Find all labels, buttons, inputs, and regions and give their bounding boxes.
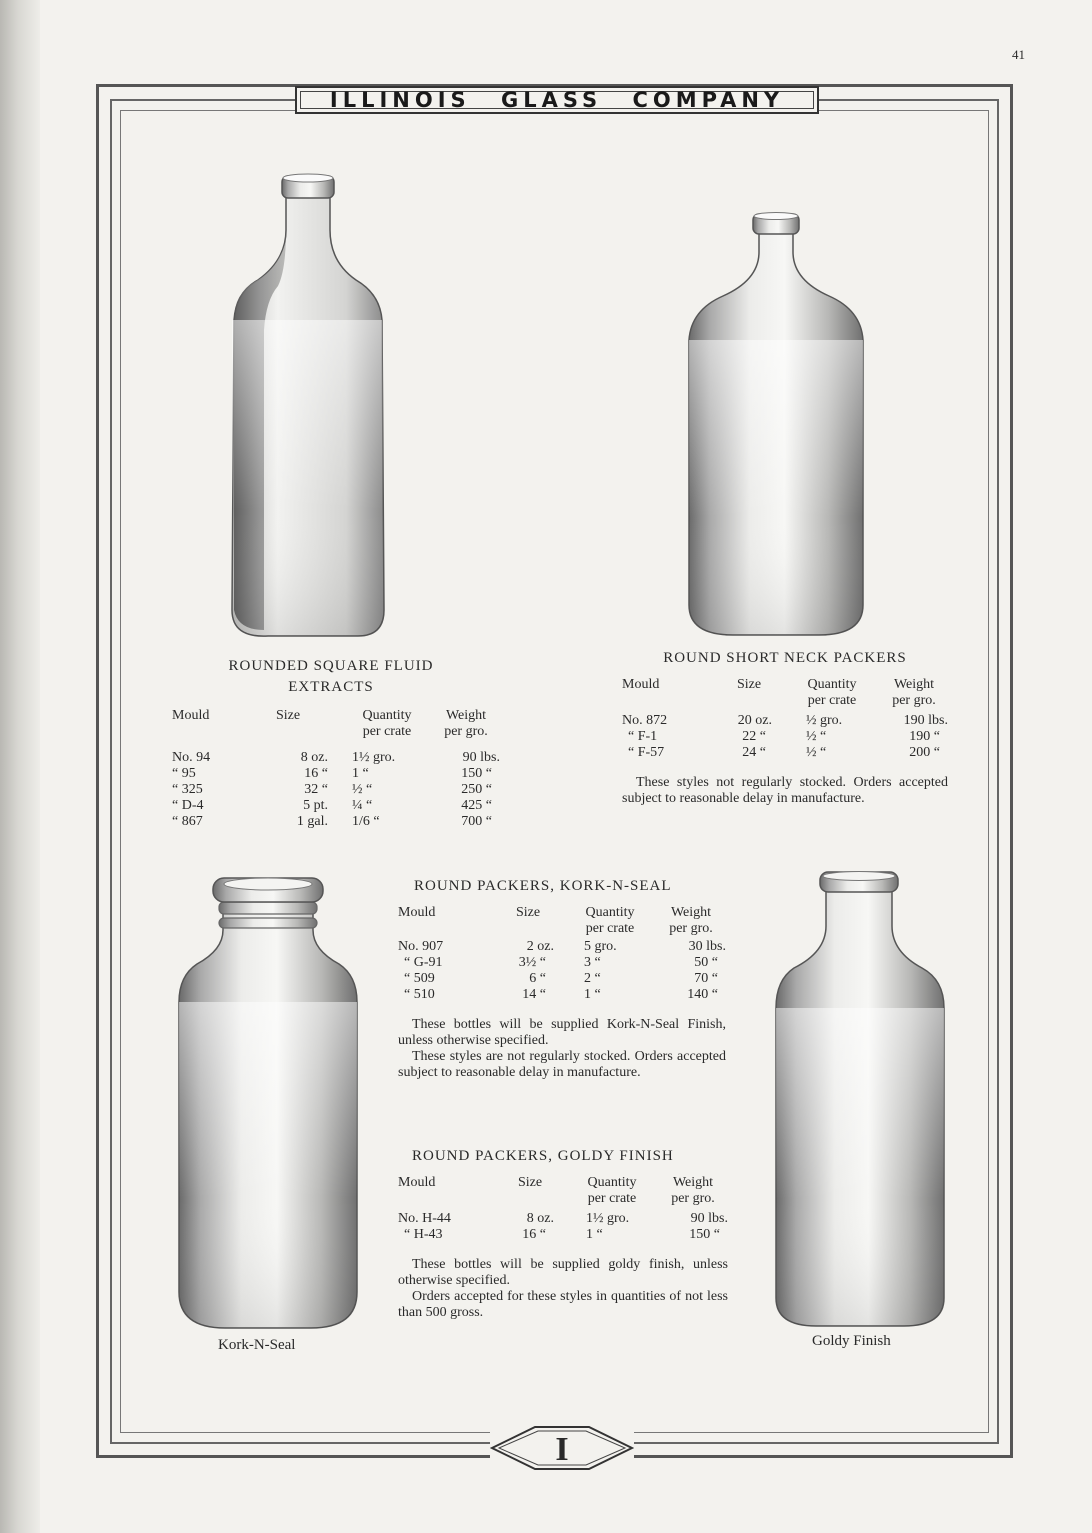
col-subheader xyxy=(398,921,492,937)
cell-weight: 425 “ xyxy=(461,798,492,813)
table-row xyxy=(172,750,500,766)
col-header-size: Size xyxy=(736,677,762,692)
col-header-quantity: Quantity xyxy=(362,708,412,723)
table-row xyxy=(398,971,726,987)
cell-size: 6 “ xyxy=(529,971,546,986)
goldy-finish-bottle-image xyxy=(772,868,948,1330)
note-paragraph: Orders accepted for these styles in quantities of not less than 500 gross. xyxy=(398,1289,728,1320)
cell-quantity: ½ “ xyxy=(352,782,373,797)
cell-size: 20 oz. xyxy=(737,713,772,728)
cell-mould: No. 907 xyxy=(398,939,444,954)
table-row xyxy=(172,798,500,814)
cell-mould: “ 510 xyxy=(404,987,435,1002)
rounded-square-bottle-image xyxy=(228,170,388,642)
book-spine-shadow xyxy=(0,0,40,1533)
col-subheader xyxy=(492,921,564,937)
cell-mould: “ 509 xyxy=(404,971,435,986)
cell-size: 2 oz. xyxy=(526,939,554,954)
col-header-size: Size xyxy=(276,708,301,723)
spec-table xyxy=(622,677,948,761)
table-row xyxy=(172,766,500,782)
col-header-weight: Weight xyxy=(672,1175,714,1190)
col-subheader xyxy=(714,693,784,709)
section-title: ROUND PACKERS, GOLDY FINISH xyxy=(412,1148,674,1164)
section-note xyxy=(622,775,948,807)
cell-weight: 90 lbs. xyxy=(690,1211,728,1226)
col-subheader: per crate xyxy=(807,693,857,708)
table-row xyxy=(622,713,948,729)
cell-quantity: ½ “ xyxy=(806,729,827,744)
cell-weight: 70 “ xyxy=(694,971,718,986)
col-subheader: per crate xyxy=(362,724,412,739)
cell-quantity: 1/6 “ xyxy=(352,814,380,829)
cell-weight: 50 “ xyxy=(694,955,718,970)
table-row xyxy=(172,814,500,830)
logo-letter: I xyxy=(555,1431,569,1468)
cell-quantity: 1 “ xyxy=(586,1227,603,1242)
col-subheader: per gro. xyxy=(892,693,936,708)
col-header-quantity: Quantity xyxy=(587,1175,637,1190)
col-subheader xyxy=(268,724,342,740)
section-title-line1: ROUNDED SQUARE FLUID xyxy=(228,658,434,674)
cell-mould: “ F-1 xyxy=(628,729,658,744)
cell-quantity: 1 “ xyxy=(584,987,601,1002)
section-round-packers-kork-n-seal xyxy=(398,876,726,1081)
cell-mould: “ 95 xyxy=(172,766,196,781)
header-banner xyxy=(295,86,819,114)
col-subheader: per gro. xyxy=(444,724,488,739)
cell-weight: 90 lbs. xyxy=(462,750,500,765)
section-title: ROUND PACKERS, KORK-N-SEAL xyxy=(414,878,672,894)
section-title-line2: EXTRACTS xyxy=(288,679,374,695)
col-subheader: per gro. xyxy=(669,921,713,936)
section-rounded-square-fluid-extracts xyxy=(172,656,500,830)
round-short-neck-bottle-image xyxy=(683,210,869,638)
col-subheader: per crate xyxy=(585,921,635,936)
cell-weight: 250 “ xyxy=(461,782,492,797)
cell-size: 8 oz. xyxy=(300,750,328,765)
cell-weight: 190 “ xyxy=(909,729,940,744)
cell-quantity: ½ “ xyxy=(806,745,827,760)
company-title: ILLINOIS GLASS COMPANY xyxy=(329,88,785,112)
cell-weight: 150 “ xyxy=(689,1227,720,1242)
cell-mould: “ D-4 xyxy=(172,798,204,813)
section-round-packers-goldy-finish xyxy=(398,1146,728,1321)
note-paragraph: These styles not regularly stocked. Orders accepted subject to reasonable delay in manufacture. xyxy=(622,775,948,806)
col-header-quantity: Quantity xyxy=(807,677,857,692)
cell-weight: 30 lbs. xyxy=(688,939,726,954)
col-header-mould: Mould xyxy=(172,708,210,723)
section-note xyxy=(398,1017,726,1081)
cell-quantity: ½ gro. xyxy=(806,713,843,728)
cell-weight: 700 “ xyxy=(461,814,492,829)
diamond-logo-icon xyxy=(490,1425,634,1471)
cell-quantity: ¼ “ xyxy=(352,798,373,813)
caption-goldy-finish: Goldy Finish xyxy=(812,1333,891,1349)
cell-weight: 140 “ xyxy=(687,987,718,1002)
cell-size: 14 “ xyxy=(522,987,546,1002)
table-row xyxy=(622,729,948,745)
note-paragraph: These bottles will be supplied goldy finish, unless otherwise specified. xyxy=(398,1257,728,1288)
spec-table xyxy=(398,1175,728,1243)
col-header-weight: Weight xyxy=(893,677,935,692)
cell-quantity: 2 “ xyxy=(584,971,601,986)
col-subheader xyxy=(172,724,268,740)
cell-size: 8 oz. xyxy=(526,1211,554,1226)
table-row xyxy=(172,782,500,798)
cell-mould: No. 94 xyxy=(172,750,211,765)
col-subheader xyxy=(398,1191,494,1207)
company-diamond-logo xyxy=(490,1425,634,1471)
cell-size: 32 “ xyxy=(304,782,328,797)
cell-quantity: 5 gro. xyxy=(584,939,617,954)
col-header-weight: Weight xyxy=(445,708,487,723)
cell-size: 16 “ xyxy=(522,1227,546,1242)
cell-size: 22 “ xyxy=(742,729,766,744)
cell-weight: 150 “ xyxy=(461,766,492,781)
col-header-mould: Mould xyxy=(398,905,436,920)
table-row xyxy=(398,939,726,955)
col-header-weight: Weight xyxy=(670,905,712,920)
col-header-mould: Mould xyxy=(398,1175,436,1190)
cell-size: 1 gal. xyxy=(296,814,328,829)
cell-quantity: 1 “ xyxy=(352,766,369,781)
table-row xyxy=(622,745,948,761)
table-row xyxy=(398,955,726,971)
cell-mould: “ G-91 xyxy=(404,955,443,970)
col-subheader xyxy=(622,693,714,709)
cell-mould: “ F-57 xyxy=(628,745,665,760)
col-header-mould: Mould xyxy=(622,677,660,692)
table-row xyxy=(398,1211,728,1227)
col-subheader: per gro. xyxy=(671,1191,715,1206)
cell-quantity: 1½ gro. xyxy=(352,750,396,765)
spec-table xyxy=(172,708,500,830)
cell-size: 3½ “ xyxy=(518,955,546,970)
col-subheader xyxy=(494,1191,566,1207)
cell-size: 24 “ xyxy=(742,745,766,760)
note-paragraph: These styles are not regularly stocked. Orders accepted subject to reasonable delay in manufacture. xyxy=(398,1049,726,1080)
cell-size: 16 “ xyxy=(304,766,328,781)
cell-weight: 200 “ xyxy=(909,745,940,760)
cell-mould: “ H-43 xyxy=(404,1227,443,1242)
col-header-size: Size xyxy=(517,1175,543,1190)
spec-table xyxy=(398,905,726,1003)
section-note xyxy=(398,1257,728,1321)
cell-mould: No. 872 xyxy=(622,713,668,728)
cell-quantity: 1½ gro. xyxy=(586,1211,630,1226)
col-subheader: per crate xyxy=(587,1191,637,1206)
cell-mould: “ 867 xyxy=(172,814,203,829)
table-row xyxy=(398,1227,728,1243)
cell-quantity: 3 “ xyxy=(584,955,601,970)
section-round-short-neck-packers xyxy=(622,648,948,807)
kork-n-seal-bottle-image xyxy=(175,872,361,1332)
page-number: 41 xyxy=(1012,47,1025,62)
note-paragraph: These bottles will be supplied Kork-N-Seal Finish, unless otherwise specified. xyxy=(398,1017,726,1048)
table-row xyxy=(398,987,726,1003)
section-title: ROUND SHORT NECK PACKERS xyxy=(663,650,907,666)
section-title xyxy=(162,656,500,698)
cell-weight: 190 lbs. xyxy=(903,713,948,728)
cell-mould: “ 325 xyxy=(172,782,203,797)
col-header-quantity: Quantity xyxy=(585,905,635,920)
cell-size: 5 pt. xyxy=(303,798,328,813)
col-header-size: Size xyxy=(515,905,541,920)
cell-mould: No. H-44 xyxy=(398,1211,451,1226)
caption-kork-n-seal: Kork-N-Seal xyxy=(218,1337,296,1353)
